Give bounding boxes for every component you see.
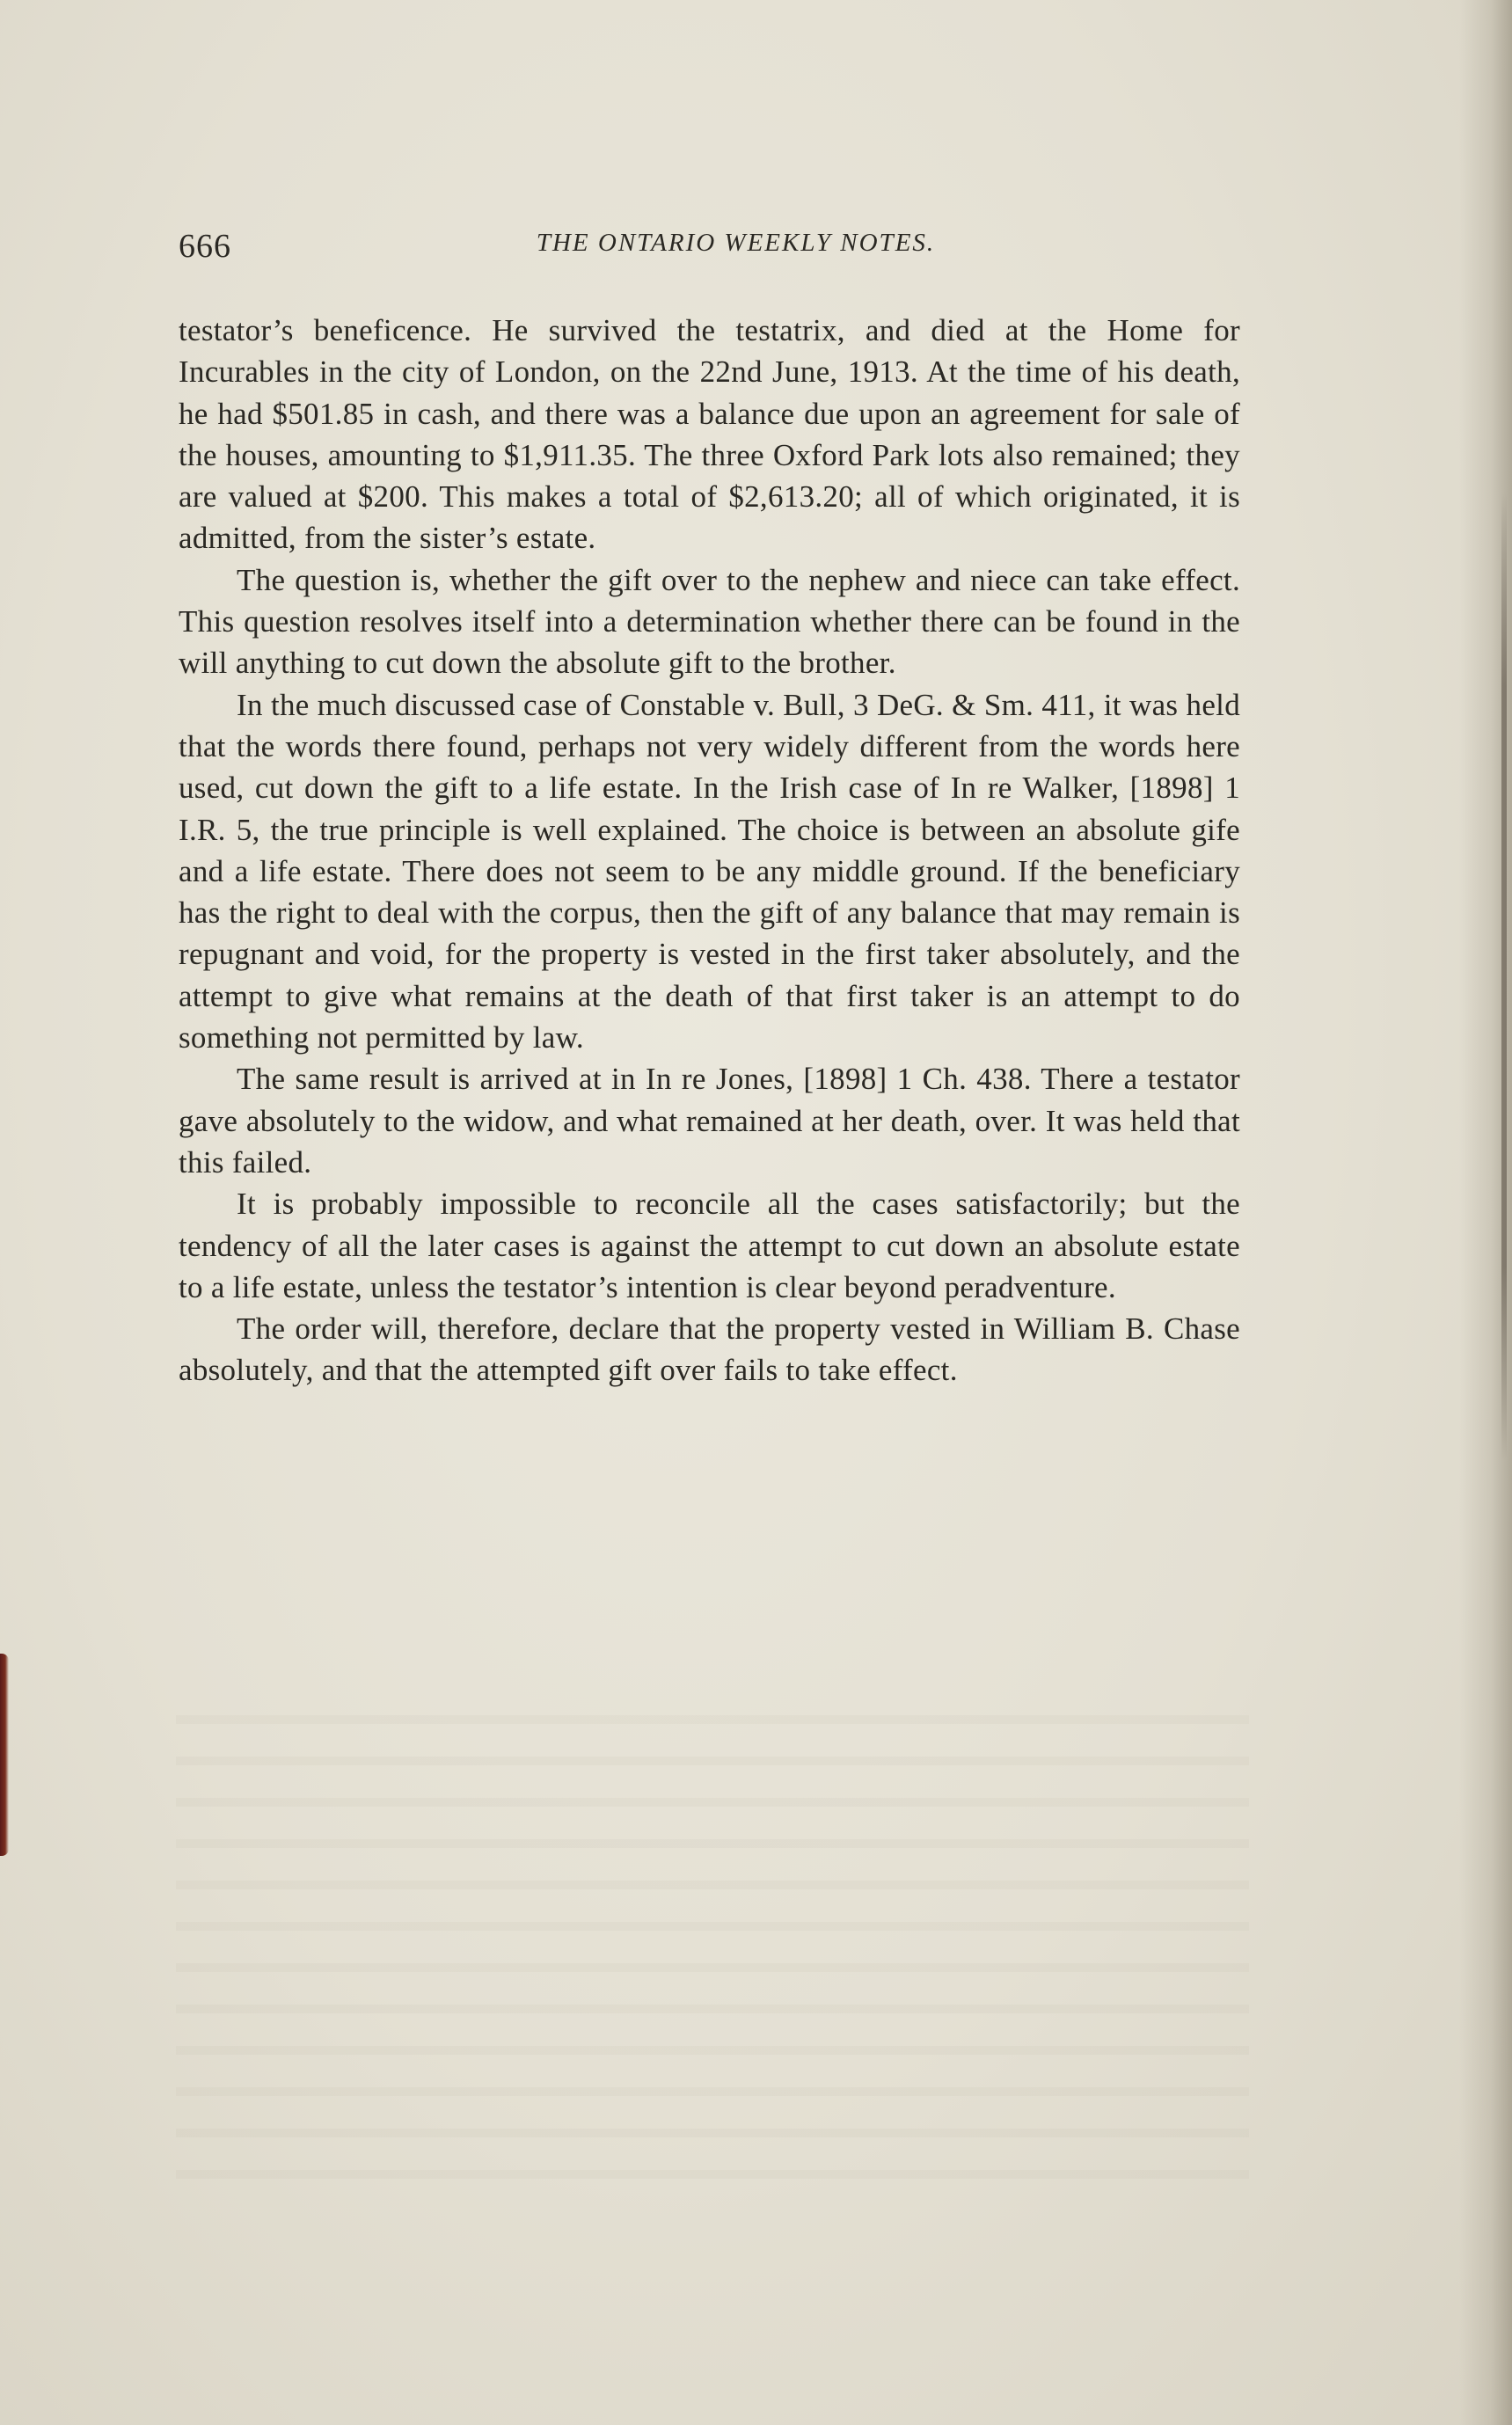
paragraph: The same result is arrived at in In re Jones, [1898] 1 Ch. 438. There a testator gave absolutely to the widow, and what remained at her death, over. It was held that this failed. <box>179 1062 1240 1180</box>
paragraph: testator’s beneficence. He survived the testatrix, and died at the Home for Incurables in the city of London, on the 22nd June, 1913. At the time of his death, he had $501.85 in cash, and there was a balance due upon an agreement for sale of the houses, amounting to $1,911.35. The three Oxford Park lots also remained; they are valued at $200. This makes a total of $2,613.20; all of which originated, it is admitted, from the sister’s estate. <box>179 313 1240 556</box>
show-through <box>176 1689 1249 2181</box>
paragraph: The order will, therefore, declare that the property vested in William B. Chase absolutely, and that the attempted gift over fails to take effect. <box>179 1311 1240 1388</box>
paragraph: It is probably impossible to reconcile all the cases satisfactorily; but the tendency of all the later cases is against the attempt to cut down an absolute estate to a life estate, unless the testator’s intention is clear beyond peradventure. <box>179 1187 1240 1304</box>
paragraph: In the much discussed case of Constable v. Bull, 3 DeG. & Sm. 411, it was held that the words there found, perhaps not very widely different from the words here used, cut down the gift to a life estate. In the Irish case of In re Walker, [1898] 1 I.R. 5, the true principle is well explained. The choice is between an absolute gife and a life estate. There does not seem to be any middle ground. If the beneficiary has the right to deal with the corpus, then the gift of any balance that may remain is repugnant and void, for the property is vested in the first taker absolutely, and the attempt to give what remains at the death of that first taker is an attempt to do something not permitted by law. <box>179 687 1240 1055</box>
journal-title: THE ONTARIO WEEKLY NOTES. <box>536 229 936 257</box>
paragraph: The question is, whether the gift over to the nephew and niece can take effect. This question resolves itself into a determination whether there can be found in the will anything to cut down the absolute gift to the brother. <box>179 562 1240 681</box>
ribbon-mark <box>0 1654 9 1856</box>
body-text <box>179 310 1240 1391</box>
page-number: 666 <box>179 228 231 265</box>
running-head <box>179 227 1240 280</box>
binding-shadow <box>1501 493 1507 1460</box>
